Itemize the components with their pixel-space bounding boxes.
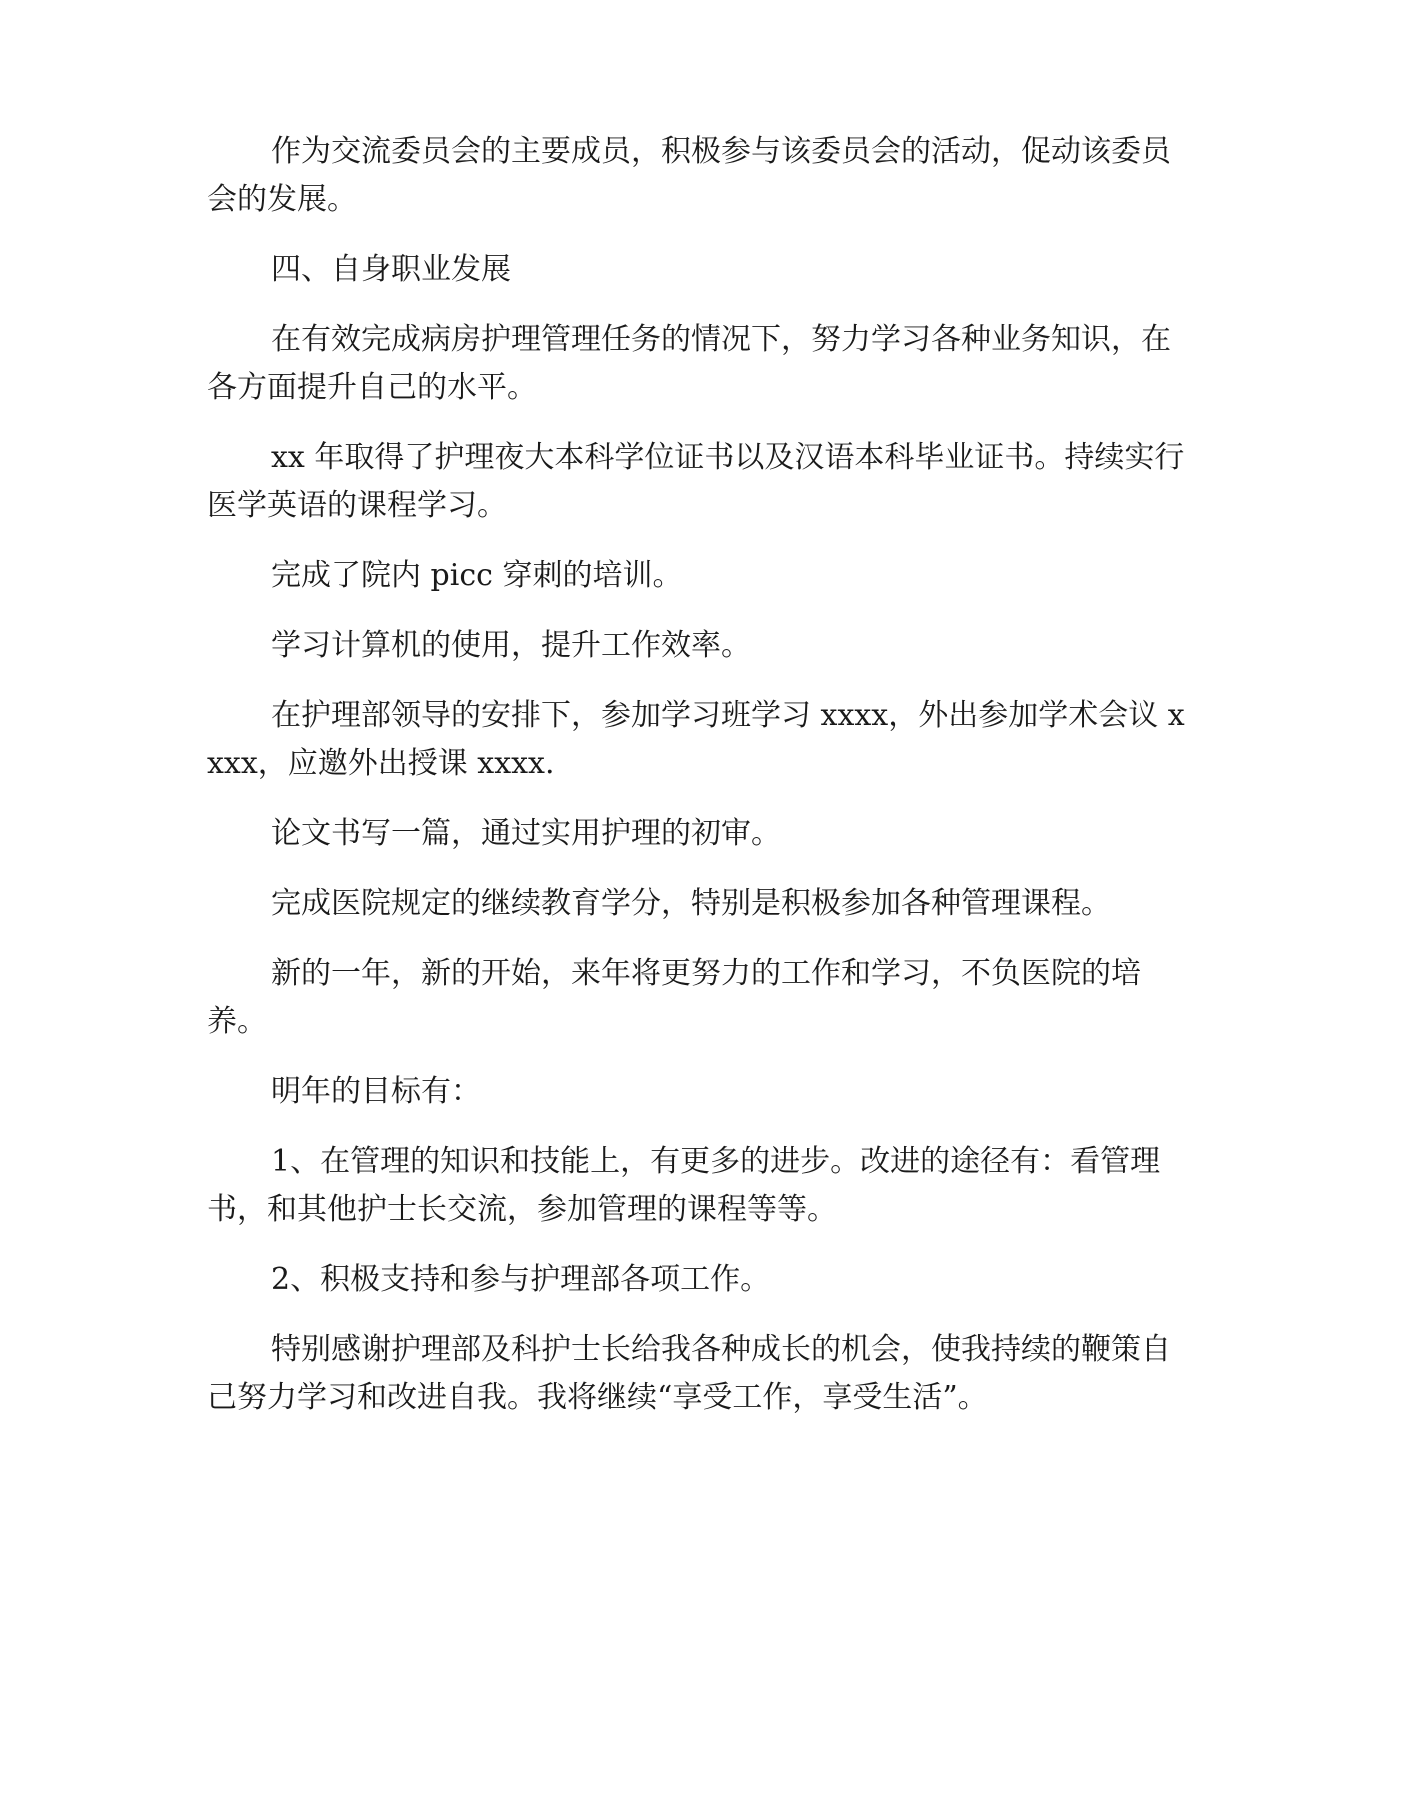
- paragraph-thanks: 特别感谢护理部及科护士长给我各种成长的机会，使我持续的鞭策自己努力学习和改进自我。我将继续“享受工作，享受生活”。: [207, 1332, 1171, 1415]
- list-item-goal-2: 2、积极支持和参与护理部各项工作。: [271, 1262, 771, 1297]
- paragraph-computer: 学习计算机的使用，提升工作效率。: [271, 628, 751, 663]
- document-body: [207, 128, 1192, 1444]
- paragraph-goals-heading: 明年的目标有：: [271, 1074, 481, 1109]
- paragraph-courses-conferences: 在护理部领导的安排下，参加学习班学习 xxxx，外出参加学术会议 xxxx，应邀外出授课 xxxx.: [207, 698, 1185, 781]
- section-heading-career-development: 四、自身职业发展: [271, 252, 511, 287]
- paragraph-certificates: xx 年取得了护理夜大本科学位证书以及汉语本科毕业证书。持续实行医学英语的课程学习。: [207, 440, 1185, 523]
- paragraph-continuing-education: 完成医院规定的继续教育学分，特别是积极参加各种管理课程。: [271, 886, 1111, 921]
- list-item-goal-1: 1、在管理的知识和技能上，有更多的进步。改进的途径有：看管理书，和其他护士长交流，参加管理的课程等等。: [207, 1144, 1161, 1227]
- paragraph-learning: 在有效完成病房护理管理任务的情况下，努力学习各种业务知识，在各方面提升自己的水平。: [207, 322, 1171, 405]
- paragraph-thesis: 论文书写一篇，通过实用护理的初审。: [271, 816, 781, 851]
- paragraph-picc-training: 完成了院内 picc 穿刺的培训。: [271, 558, 683, 593]
- paragraph-new-year: 新的一年，新的开始，来年将更努力的工作和学习，不负医院的培养。: [207, 956, 1141, 1039]
- paragraph-committee: 作为交流委员会的主要成员，积极参与该委员会的活动，促动该委员会的发展。: [207, 134, 1171, 217]
